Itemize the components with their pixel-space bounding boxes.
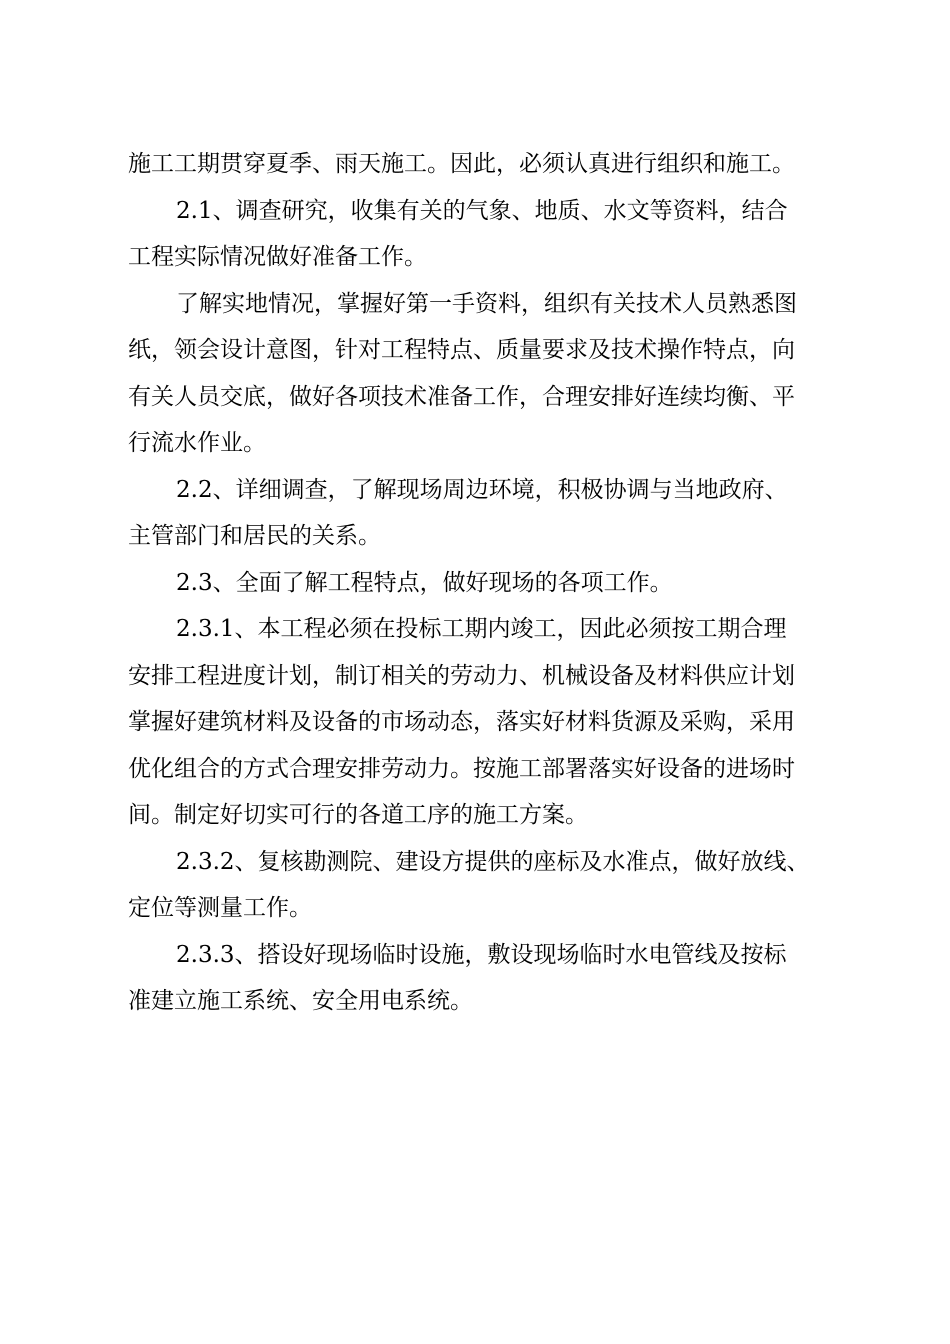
text-line: 主管部门和居民的关系。 xyxy=(128,523,381,549)
text-line: 2.3.2、复核勘测院、建设方提供的座标及水准点，做好放线、 xyxy=(176,848,810,875)
text-line: 施工工期贯穿夏季、雨天施工。因此，必须认真进行组织和施工。 xyxy=(128,151,795,177)
text-line: 2.2、详细调查，了解现场周边环境，积极协调与当地政府、 xyxy=(176,476,788,503)
text-line: 行流水作业。 xyxy=(128,430,266,456)
text-line: 2.3.3、搭设好现场临时设施，敷设现场临时水电管线及按标 xyxy=(176,941,787,968)
text-line: 间。制定好切实可行的各道工序的施工方案。 xyxy=(128,802,588,828)
text-line: 有关人员交底，做好各项技术准备工作，合理安排好连续均衡、平 xyxy=(128,383,795,410)
text-line: 工程实际情况做好准备工作。 xyxy=(128,244,427,270)
text-line: 2.3.1、本工程必须在投标工期内竣工，因此必须按工期合理 xyxy=(176,616,787,642)
text-line: 准建立施工系统、安全用电系统。 xyxy=(128,988,473,1014)
text-line: 掌握好建筑材料及设备的市场动态，落实好材料货源及采购，采用 xyxy=(128,709,795,735)
text-line: 优化组合的方式合理安排劳动力。按施工部署落实好设备的进场时 xyxy=(128,755,795,782)
text-line: 纸，领会设计意图，针对工程特点、质量要求及技术操作特点，向 xyxy=(128,337,795,363)
text-line: 安排工程进度计划，制订相关的劳动力、机械设备及材料供应计划 xyxy=(128,662,795,689)
text-line: 了解实地情况，掌握好第一手资料，组织有关技术人员熟悉图 xyxy=(176,290,797,317)
text-line: 2.3、全面了解工程特点，做好现场的各项工作。 xyxy=(176,569,673,596)
document-body xyxy=(128,141,848,1025)
text-line: 2.1、调查研究，收集有关的气象、地质、水文等资料，结合 xyxy=(176,197,788,224)
text-line: 定位等测量工作。 xyxy=(128,895,312,921)
